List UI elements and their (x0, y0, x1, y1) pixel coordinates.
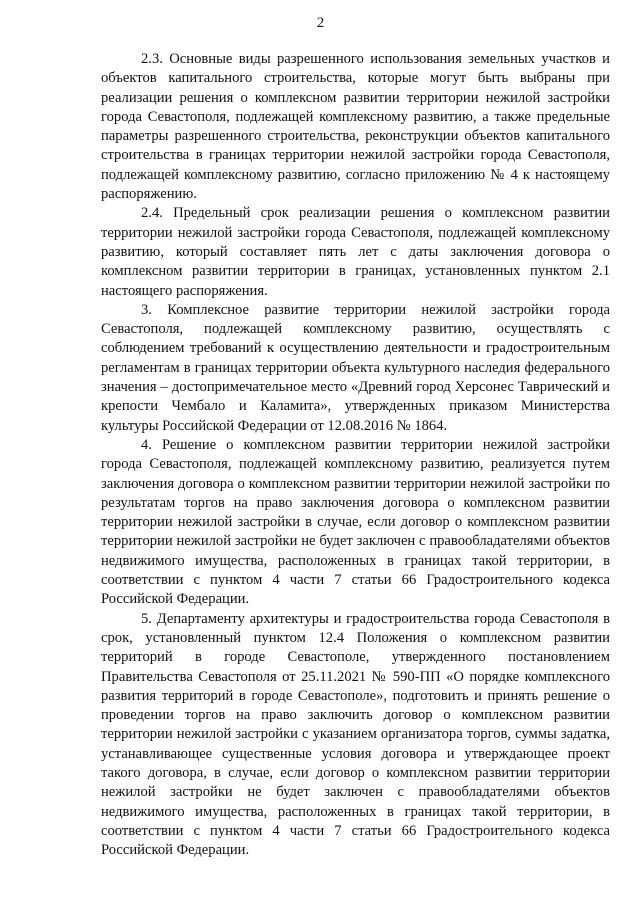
paragraph-4: 4. Решение о комплексном развитии территории нежилой застройки города Севастополя, подлежащей комплексному развитию, реализуется путем заключения договора о комплексном развитии территории нежилой застройки по результатам торгов на право заключения договора о комплексном развитии территории нежилой застройки в случае, если договор о комплексном развитии территории нежилой застройки не будет заключен с правообладателями объектов недвижимого имущества, расположенных в границах такой территории, в соответствии с пунктом 4 части 7 статьи 66 Градостроительного кодекса Российской Федерации. (101, 436, 610, 608)
paragraph-2-3: 2.3. Основные виды разрешенного использования земельных участков и объектов капитального строительства, которые могут быть выбраны при реализации решения о комплексном развитии территории нежилой застройки города Севастополя, подлежащей комплексному развитию, а также предельные параметры разрешенного строительства, реконструкции объектов капитального строительства в границах территории нежилой застройки города Севастополя, подлежащей комплексному развитию, согласно приложению № 4 к настоящему распоряжению. (101, 51, 610, 203)
paragraph-2-4: 2.4. Предельный срок реализации решения о комплексном развитии территории нежилой застройки города Севастополя, подлежащей комплексному развитию, который составляет пять лет с даты заключения договора о комплексном развитии территории в границах, установленных пунктом 2.1 настоящего распоряжения. (101, 205, 610, 299)
page-number: 2 (316, 15, 325, 31)
paragraph-5: 5. Департаменту архитектуры и градостроительства города Севастополя в срок, установленный пунктом 12.4 Положения о комплексном развитии территорий в городе Севастополе, утвержденного постановлением Правительства Севастополя от 25.11.2021 № 590-ПП «О порядке комплексного развития территорий в городе Севастополе», подготовить и принять решение о проведении торгов на право заключить договор о комплексном развитии территории нежилой застройки с указанием организатора торгов, суммы задатка, устанавливающее существенные условия договора и утверждающее проект такого договора, в случае, если договор о комплексном развитии территории нежилой застройки не будет заключен с правообладателями объектов недвижимого имущества, расположенных в границах такой территории, в соответствии с пунктом 4 части 7 статьи 66 Градостроительного кодекса Российской Федерации. (101, 610, 610, 859)
paragraph-3: 3. Комплексное развитие территории нежилой застройки города Севастополя, подлежащей комплексному развитию, осуществлять с соблюдением требований к осуществлению деятельности и градостроительным регламентам в границах территории объекта культурного наследия федерального значения – достопримечательное место «Древний город Херсонес Таврический и крепости Чембало и Каламита», утвержденных приказом Министерства культуры Российской Федерации от 12.08.2016 № 1864. (101, 301, 610, 434)
